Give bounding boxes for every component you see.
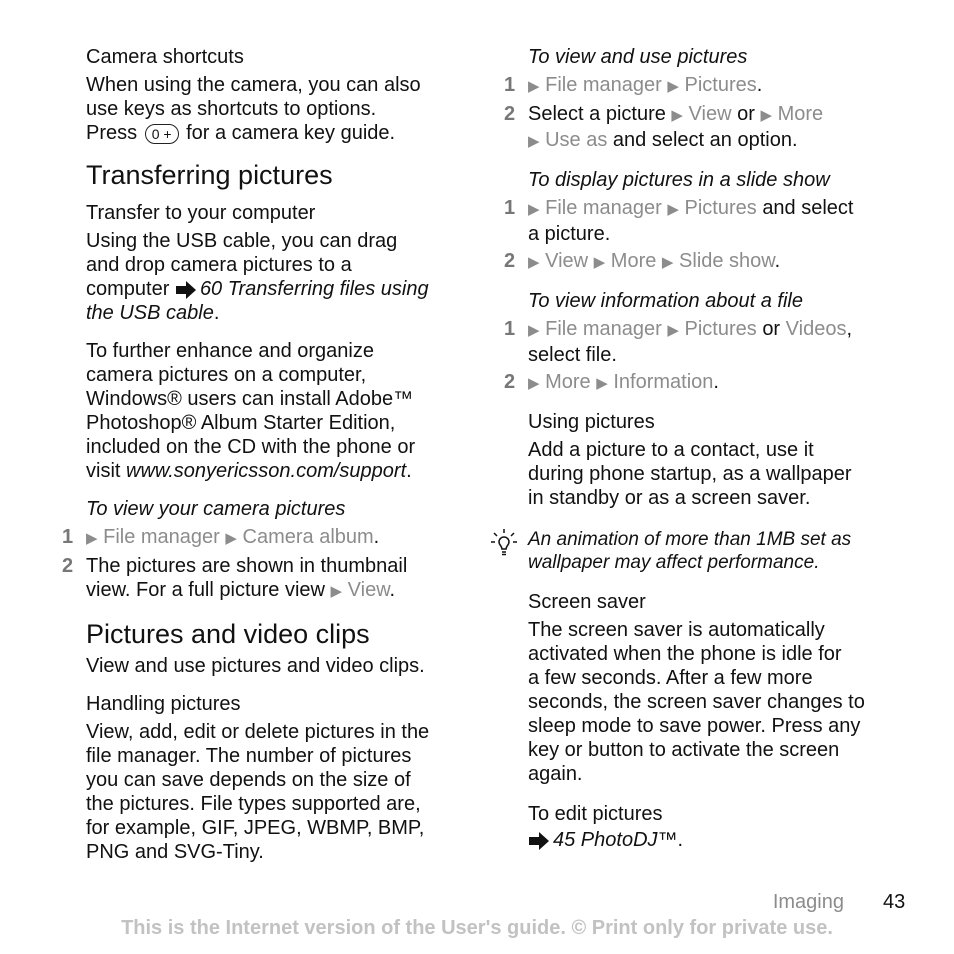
text-fragment: .: [677, 829, 684, 851]
step-item: [504, 249, 918, 275]
menu-item-camera-album[interactable]: Camera album: [242, 526, 374, 548]
text-line: during phone startup, as a wallpaper: [528, 463, 852, 485]
arrow-right-icon: [528, 832, 550, 850]
handling-pictures-text: [86, 720, 476, 864]
screen-saver-text: [528, 618, 918, 786]
file-info-steps: [504, 317, 918, 396]
menu-item-file-manager[interactable]: File manager: [545, 74, 662, 96]
triangle-right-icon: ▶: [667, 322, 679, 339]
text-fragment: .: [373, 526, 380, 548]
menu-item-more[interactable]: More: [610, 250, 657, 272]
using-pictures-heading: Using pictures: [528, 411, 655, 433]
text-line: you can save depends on the size of: [86, 769, 411, 791]
step-number: 2: [504, 103, 516, 125]
text-line: file manager. The number of pictures: [86, 745, 412, 767]
text-fragment: select file.: [528, 344, 617, 366]
text-line: View, add, edit or delete pictures in the: [86, 721, 430, 743]
text-line: activated when the phone is idle for: [528, 643, 842, 665]
triangle-right-icon: ▶: [528, 78, 540, 95]
text-line: [86, 121, 476, 145]
support-url-link[interactable]: www.sonyericsson.com/support: [126, 460, 407, 482]
text-line: When using the camera, you can also: [86, 74, 421, 96]
text-fragment: Press: [86, 122, 138, 144]
step-item: [62, 525, 476, 551]
menu-item-videos[interactable]: Videos: [785, 318, 847, 340]
internet-version-notice: This is the Internet version of the User's guide. © Print only for private use.: [121, 917, 833, 939]
menu-item-pictures[interactable]: Pictures: [684, 318, 757, 340]
text-line: use keys as shortcuts to options.: [86, 98, 377, 120]
menu-item-pictures[interactable]: Pictures: [684, 74, 757, 96]
view-use-steps: [504, 73, 918, 154]
text-fragment: The pictures are shown in thumbnail: [86, 555, 408, 577]
triangle-right-icon: ▶: [667, 201, 679, 218]
view-camera-steps: [62, 525, 476, 604]
text-line: [86, 459, 476, 483]
menu-item-view[interactable]: View: [545, 250, 589, 272]
left-column: [62, 45, 476, 864]
enhance-text: [86, 339, 476, 483]
text-fragment: visit: [86, 460, 121, 482]
menu-item-more[interactable]: More: [545, 371, 591, 393]
edit-pictures-ref: [528, 828, 918, 852]
zero-plus-key-icon: 0 +: [145, 124, 179, 144]
text-fragment: .: [713, 371, 719, 393]
triangle-right-icon: ▶: [671, 107, 683, 124]
step-item: [504, 317, 918, 367]
text-line: Using the USB cable, you can drag: [86, 230, 398, 252]
menu-item-information[interactable]: Information: [613, 371, 714, 393]
triangle-right-icon: ▶: [760, 107, 772, 124]
text-line: To further enhance and organize: [86, 340, 374, 362]
step-item: [504, 73, 918, 99]
triangle-right-icon: ▶: [528, 254, 540, 271]
lightbulb-icon: [491, 528, 517, 558]
camera-shortcuts-heading: Camera shortcuts: [86, 46, 244, 68]
cross-reference-link[interactable]: 60 Transferring files using: [199, 278, 429, 300]
view-camera-pictures-heading: To view your camera pictures: [86, 498, 346, 520]
edit-pictures-heading: To edit pictures: [528, 803, 663, 825]
text-fragment: or: [737, 103, 755, 125]
step-item: [504, 196, 918, 246]
text-line: sleep mode to save power. Press any: [528, 715, 861, 737]
pictures-video-clips-text: View and use pictures and video clips.: [86, 655, 425, 677]
text-line: Photoshop® Album Starter Edition,: [86, 412, 396, 434]
text-line: [86, 301, 476, 325]
slide-show-steps: [504, 196, 918, 275]
file-info-heading: To view information about a file: [528, 290, 803, 312]
triangle-right-icon: ▶: [528, 322, 540, 339]
using-pictures-text: [528, 438, 918, 510]
step-item: [504, 102, 918, 154]
triangle-right-icon: ▶: [661, 254, 674, 271]
transfer-computer-text: [86, 229, 476, 325]
text-fragment: for a camera key guide.: [186, 122, 396, 144]
menu-item-use-as[interactable]: Use as: [545, 129, 608, 151]
menu-item-slide-show[interactable]: Slide show: [679, 250, 775, 272]
menu-item-pictures[interactable]: Pictures: [684, 197, 757, 219]
text-line: wallpaper may affect performance.: [528, 552, 820, 573]
step-number: 1: [504, 318, 516, 340]
step-number: 1: [504, 74, 516, 96]
handling-pictures-heading: Handling pictures: [86, 693, 241, 715]
menu-item-file-manager[interactable]: File manager: [545, 197, 662, 219]
text-fragment: .: [756, 74, 763, 96]
text-fragment: .: [406, 460, 412, 482]
triangle-right-icon: ▶: [86, 530, 98, 547]
text-line: PNG and SVG-Tiny.: [86, 841, 264, 863]
step-number: 2: [504, 250, 516, 272]
triangle-right-icon: ▶: [330, 583, 343, 600]
text-fragment: a picture.: [528, 223, 611, 245]
text-line: in standby or as a screen saver.: [528, 487, 811, 509]
slide-show-heading: To display pictures in a slide show: [528, 169, 830, 191]
text-fragment: Select a picture: [528, 103, 666, 125]
view-use-pictures-heading: To view and use pictures: [528, 46, 748, 68]
text-line: and drop camera pictures to a: [86, 254, 352, 276]
triangle-right-icon: ▶: [528, 133, 540, 150]
screen-saver-heading: Screen saver: [528, 591, 646, 613]
cross-reference-link[interactable]: the USB cable: [86, 302, 214, 324]
triangle-right-icon: ▶: [593, 254, 606, 271]
tip-note: [528, 528, 918, 574]
section-label: Imaging: [772, 891, 844, 913]
step-number: 2: [62, 555, 74, 577]
triangle-right-icon: ▶: [528, 201, 540, 218]
triangle-right-icon: ▶: [667, 78, 679, 95]
transferring-pictures-heading: Transferring pictures: [86, 160, 333, 190]
step-item: [62, 554, 476, 604]
text-line: The screen saver is automatically: [528, 619, 825, 641]
menu-item-file-manager[interactable]: File manager: [545, 318, 662, 340]
text-line: seconds, the screen saver changes to: [528, 691, 865, 713]
page-number: 43: [883, 891, 906, 913]
menu-item-view[interactable]: View: [688, 103, 732, 125]
step-number: 1: [62, 526, 74, 548]
text-line: included on the CD with the phone or: [86, 436, 416, 458]
text-line: [86, 277, 476, 301]
text-line: again.: [528, 763, 583, 785]
text-fragment: .: [389, 579, 396, 601]
text-line: key or button to activate the screen: [528, 739, 840, 761]
text-line: a few seconds. After a few more: [528, 667, 813, 689]
text-line: the pictures. File types supported are,: [86, 793, 421, 815]
text-line: Add a picture to a contact, use it: [528, 439, 814, 461]
text-fragment: ,: [846, 318, 853, 340]
text-fragment: view. For a full picture view: [86, 579, 325, 601]
text-fragment: computer: [86, 278, 170, 300]
text-line: camera pictures on a computer,: [86, 364, 367, 386]
text-line: An animation of more than 1MB set as: [528, 529, 852, 550]
text-fragment: .: [774, 250, 781, 272]
arrow-right-icon: [175, 281, 197, 299]
step-item: [504, 370, 918, 396]
text-line: Windows® users can install Adobe™: [86, 388, 414, 410]
triangle-right-icon: ▶: [528, 375, 540, 392]
transfer-computer-heading: Transfer to your computer: [86, 202, 316, 224]
right-column: [504, 45, 918, 852]
text-fragment: or: [762, 318, 781, 340]
camera-shortcuts-text: [86, 73, 476, 145]
pictures-video-clips-heading: Pictures and video clips: [86, 619, 370, 649]
step-number: 1: [504, 197, 516, 219]
triangle-right-icon: ▶: [596, 375, 608, 392]
menu-item-view[interactable]: View: [347, 579, 390, 601]
text-fragment: and select an option.: [612, 129, 798, 151]
triangle-right-icon: ▶: [225, 530, 237, 547]
text-line: for example, GIF, JPEG, WBMP, BMP,: [86, 817, 425, 839]
text-fragment: and select: [762, 197, 854, 219]
step-number: 2: [504, 371, 516, 393]
menu-item-more[interactable]: More: [777, 103, 824, 125]
cross-reference-link[interactable]: 45 PhotoDJ™: [553, 829, 678, 851]
text-fragment: .: [213, 302, 220, 324]
menu-item-file-manager[interactable]: File manager: [103, 526, 220, 548]
